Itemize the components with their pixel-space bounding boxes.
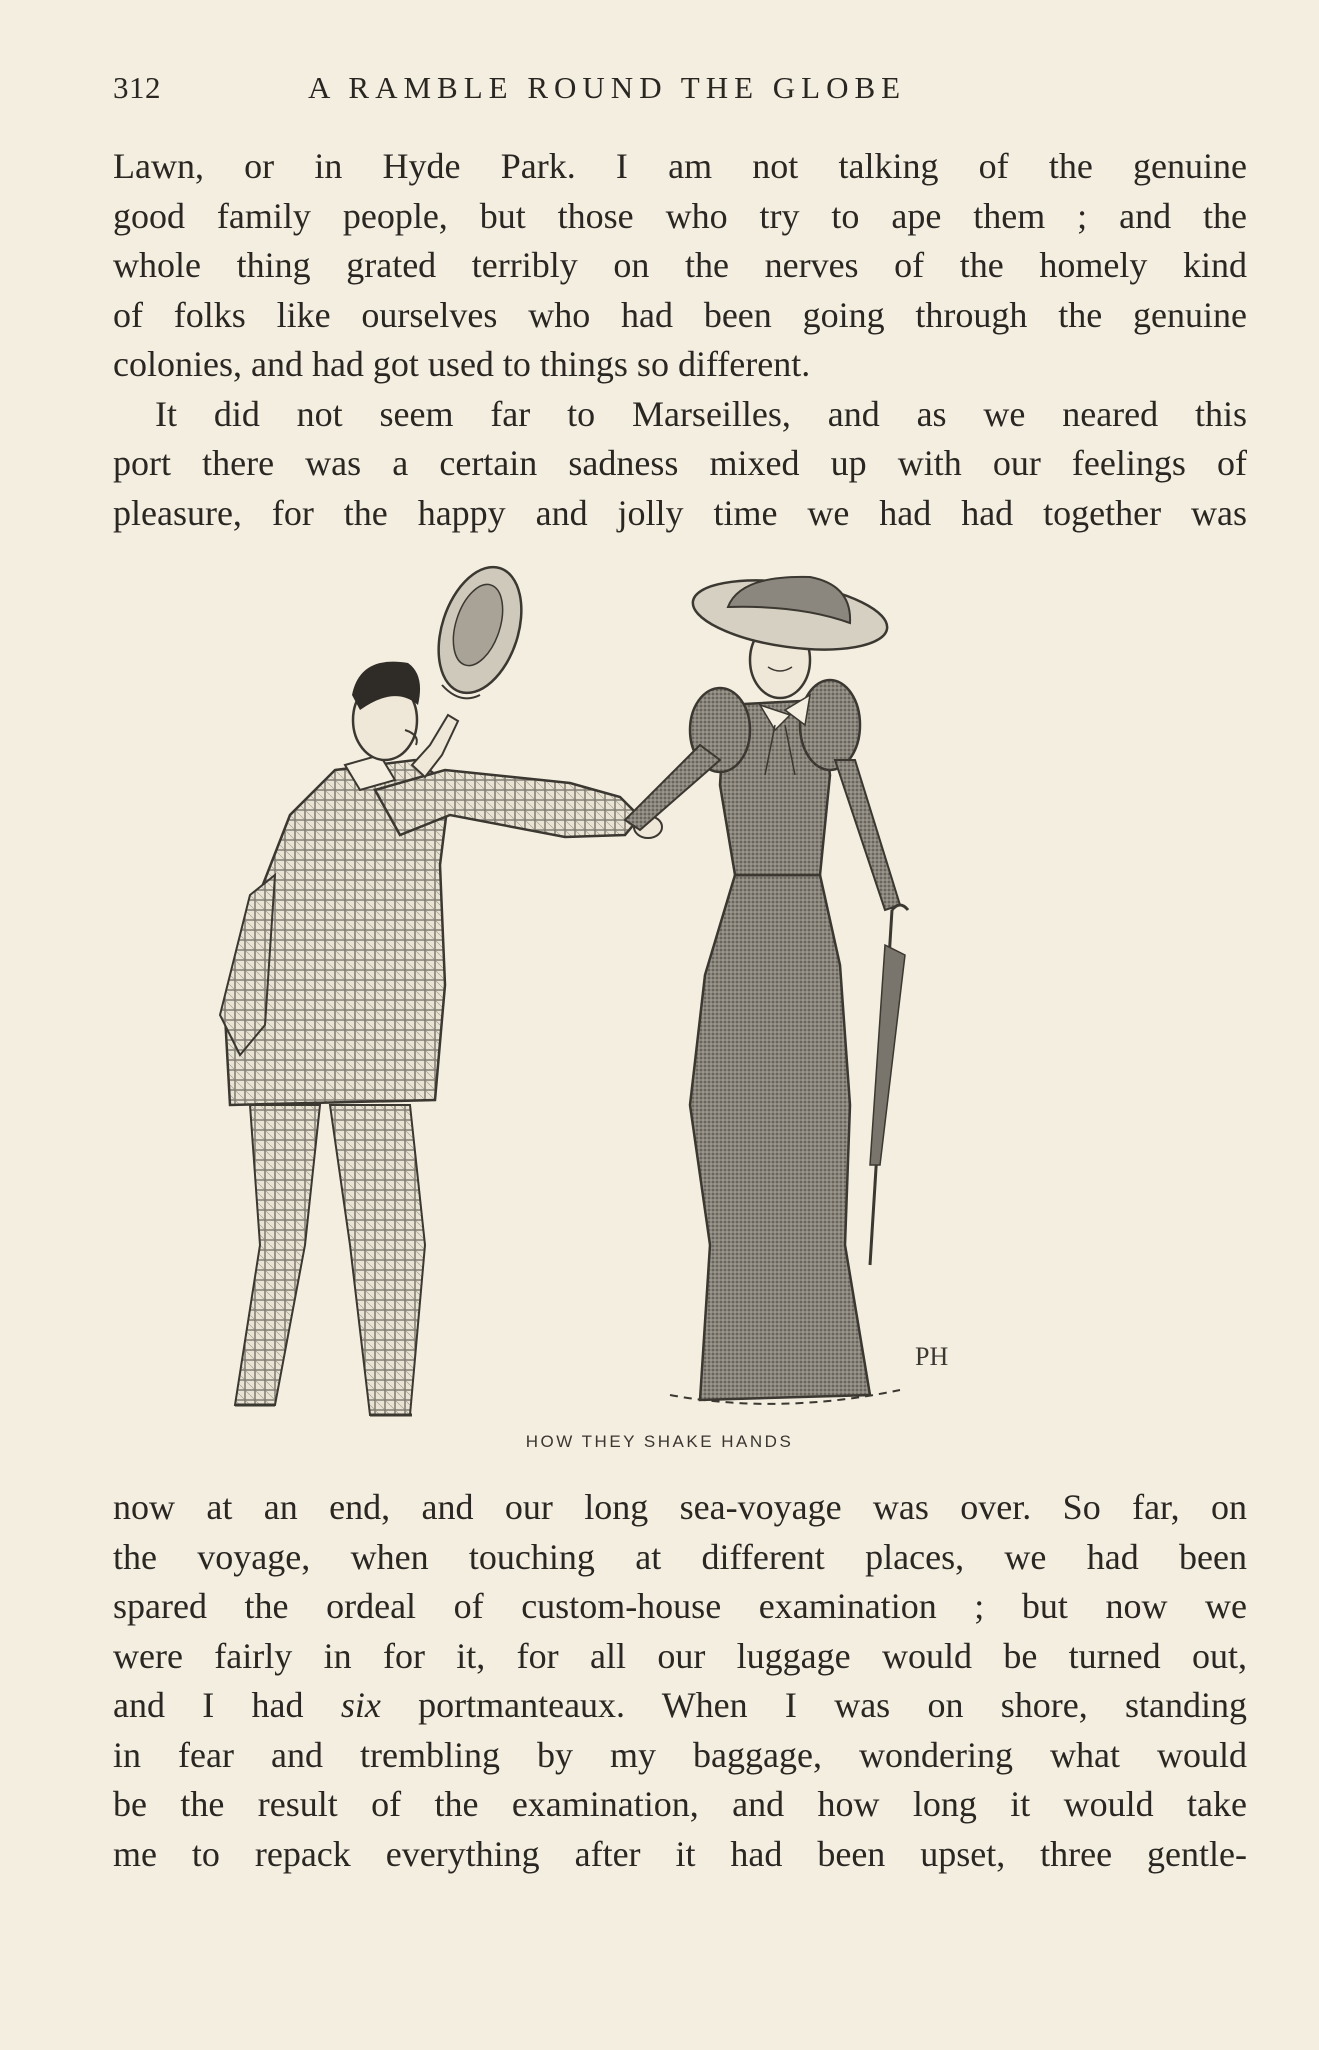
illustration-handshake [180,545,1180,1435]
page-header [113,70,1053,110]
text-fragment: portmanteaux. When I was on shore, standing [418,1685,1248,1725]
text-line: the voyage, when touching at different places, we had been [113,1536,1247,1577]
woman-figure [625,570,908,1404]
text-line: Lawn, or in Hyde Park. I am not talking of the genuine [113,146,1247,186]
artist-monogram: PH [915,1342,949,1371]
text-line: in fear and trembling by my baggage, wondering what would [113,1734,1247,1775]
text-line: be the result of the examination, and how long it would take [113,1784,1247,1824]
body-text-top [113,142,1247,538]
text-line: whole thing grated terribly on the nerves of the homely kind [113,245,1247,285]
text-line: me to repack everything after it had been upset, three gentle- [113,1833,1247,1874]
text-line: spared the ordeal of custom-house examination ; but now we [113,1586,1247,1626]
running-head: A RAMBLE ROUND THE GLOBE [308,70,907,105]
text-line: good family people, but those who try to ape them ; and the [113,195,1247,236]
text-line: now at an end, and our long sea-voyage was over. So far, on [113,1487,1247,1527]
umbrella [870,905,908,1265]
text-line: colonies, and had got used to things so different. [113,344,811,384]
text-line: port there was a certain sadness mixed up with our feelings of [113,443,1247,483]
raised-hat [424,556,536,703]
body-text-bottom [113,1483,1247,1879]
text-line: were fairly in for it, for all our luggage would be turned out, [113,1635,1247,1676]
woman-hat [689,570,892,661]
text-line: pleasure, for the happy and jolly time we had had together was [113,492,1247,533]
illustration-drawing [180,545,1180,1435]
page-number: 312 [113,70,161,105]
text-line: of folks like ourselves who had been going through the genuine [113,294,1247,335]
italic-word: six [340,1685,381,1725]
text-line-with-italic [113,1681,1247,1731]
man-figure [220,556,662,1415]
text-line: It did not seem far to Marseilles, and as we neared this [155,393,1247,434]
text-fragment: and I had [113,1685,304,1725]
illustration-caption: HOW THEY SHAKE HANDS [525,1432,794,1451]
